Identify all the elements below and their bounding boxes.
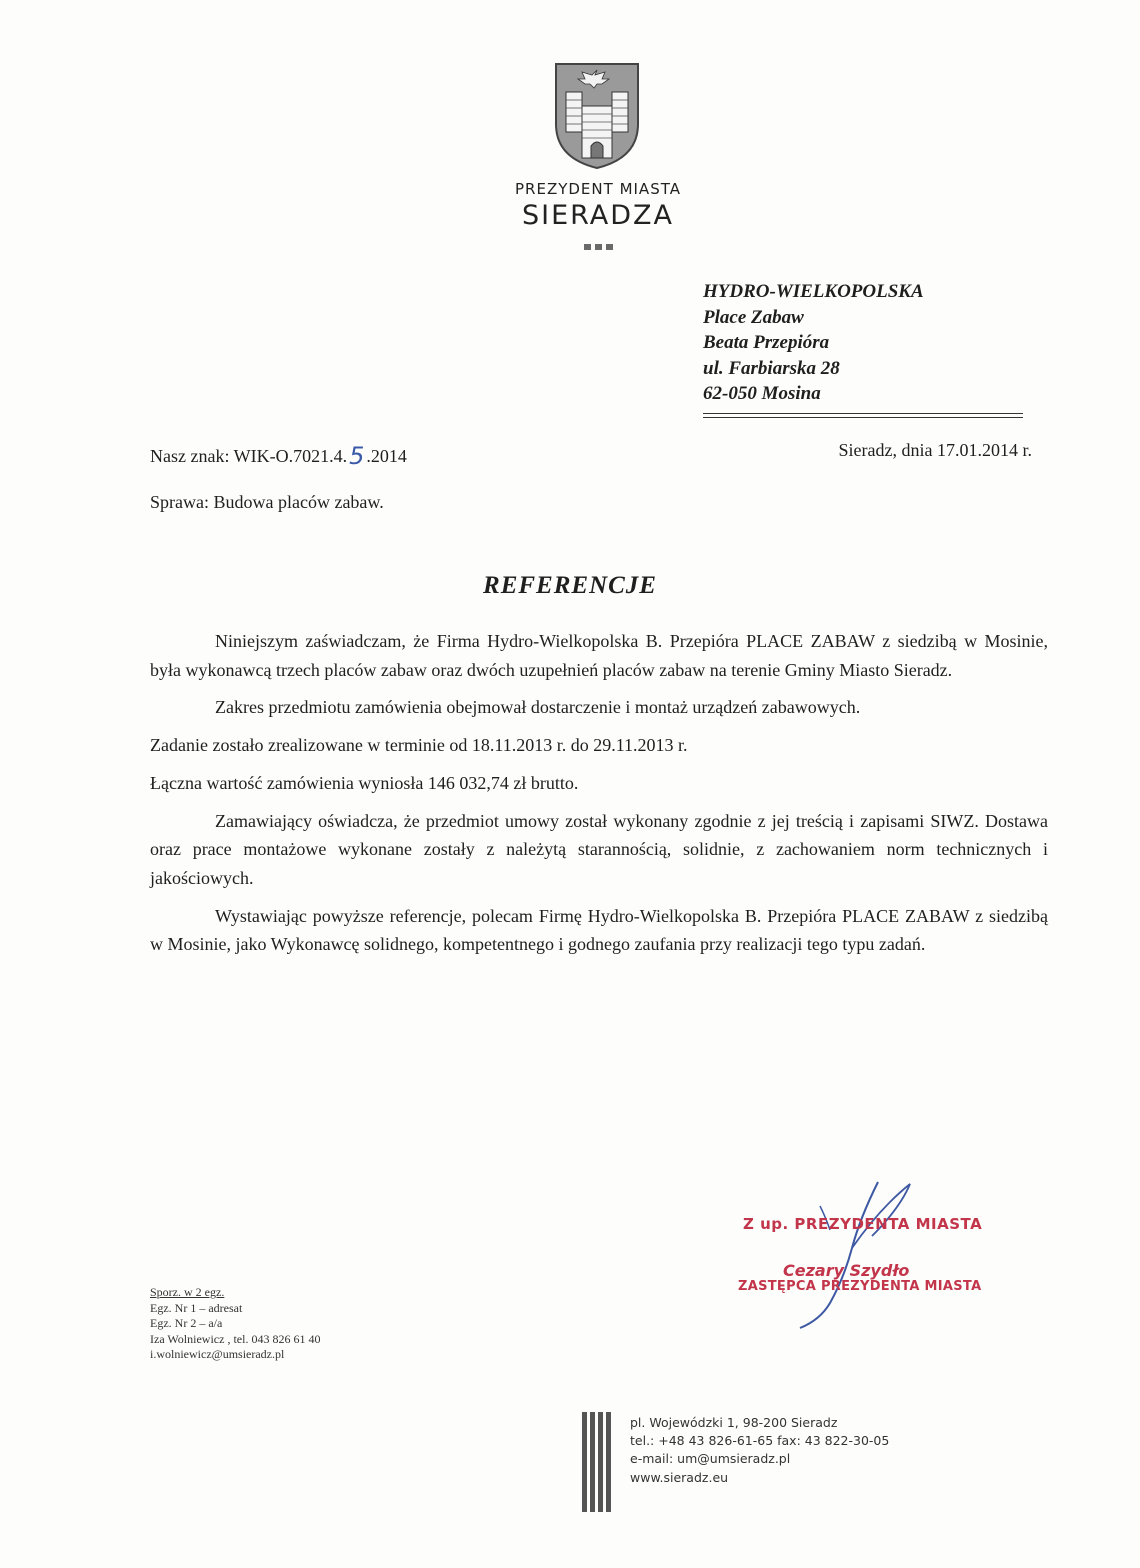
addressee-line: ul. Farbiarska 28 [703,357,840,379]
subject-line: Sprawa: Budowa placów zabaw. [150,492,384,512]
copy-notes [150,1285,320,1363]
reference-number [150,440,407,468]
notes-line: Egz. Nr 2 – a/a [150,1316,223,1330]
footer-address-line: www.sieradz.eu [630,1469,729,1485]
handwritten-signature-icon [760,1178,930,1338]
addressee-line: HYDRO-WIELKOPOLSKA [703,281,924,302]
addressee-block [703,279,1023,418]
footer-address-line: tel.: +48 43 826-61-65 fax: 43 822-30-05 [630,1433,890,1449]
notes-line: Sporz. w 2 egz. [150,1285,225,1299]
body-paragraph: Wystawiając powyższe referencje, polecam Firmę Hydro-Wielkopolska B. Przepióra PLACE ZABAW z siedzibą w Mosinie, jako Wykonawcę solidnego, kompetentnego i godnego zaufania przy realizacji tego typu zadań. [150,905,1048,955]
notes-line: Iza Wolniewicz , tel. 043 826 61 40 [150,1331,321,1346]
footer-address [630,1414,889,1487]
footer-address-line: e-mail: um@umsieradz.pl [630,1451,791,1467]
addressee-line: 62-050 Mosina [703,383,821,404]
stamp-line: Z up. PREZYDENTA MIASTA [743,1215,983,1233]
document-title: REFERENCJE [483,572,657,599]
reference-handwritten-number: 5 [349,442,365,470]
letter-body [150,627,1048,968]
notes-line: i.wolniewicz@umsieradz.pl [150,1347,285,1361]
addressee-line: Beata Przepióra [703,332,830,353]
notes-line: Egz. Nr 1 – adresat [150,1300,243,1315]
issuer-city: SIERADZA [521,200,675,231]
body-paragraph: Łączna wartość zamówienia wyniosła 146 032,74 zł brutto. [150,772,579,793]
header-divider [470,243,726,253]
stamp-line: ZASTĘPCA PREZYDENTA MIASTA [738,1279,982,1294]
body-paragraph: Zakres przedmiotu zamówienia obejmował dostarczenie i montaż urządzeń zabawowych. [215,697,861,718]
footer-address-line: pl. Wojewódzki 1, 98-200 Sieradz [630,1415,838,1430]
body-paragraph: Zadanie zostało zrealizowane w terminie od 18.11.2013 r. do 29.11.2013 r. [150,735,688,756]
issuer-subtitle: PREZYDENT MIASTA [515,180,681,198]
footer-bars-icon [582,1412,612,1512]
body-paragraph: Zamawiający oświadcza, że przedmiot umowy został wykonany zgodnie z jej treścią i zapisami SIWZ. Dostawa oraz prace montażowe wykonane zostały z należytą starannością, solidnie, z zachowaniem norm technicznych i jakościowych. [150,810,1048,888]
addressee-underline [703,413,1023,418]
city-coat-of-arms-icon [554,62,640,170]
reference-prefix: Nasz znak: WIK-O.7021.4. [150,446,348,466]
body-paragraph: Niniejszym zaświadczam, że Firma Hydro-Wielkopolska B. Przepióra PLACE ZABAW z siedzibą w Mosinie, była wykonawcą trzech placów zabaw oraz dwóch uzupełnień placów zabaw na terenie Gminy Miasto Sieradz. [150,631,1048,680]
letter-date: Sieradz, dnia 17.01.2014 r. [838,440,1032,460]
reference-suffix: .2014 [366,446,407,466]
addressee-line: Place Zabaw [703,306,804,328]
stamp-signatory-name: Cezary Szydło [783,1261,910,1280]
issuer-header [470,180,726,253]
